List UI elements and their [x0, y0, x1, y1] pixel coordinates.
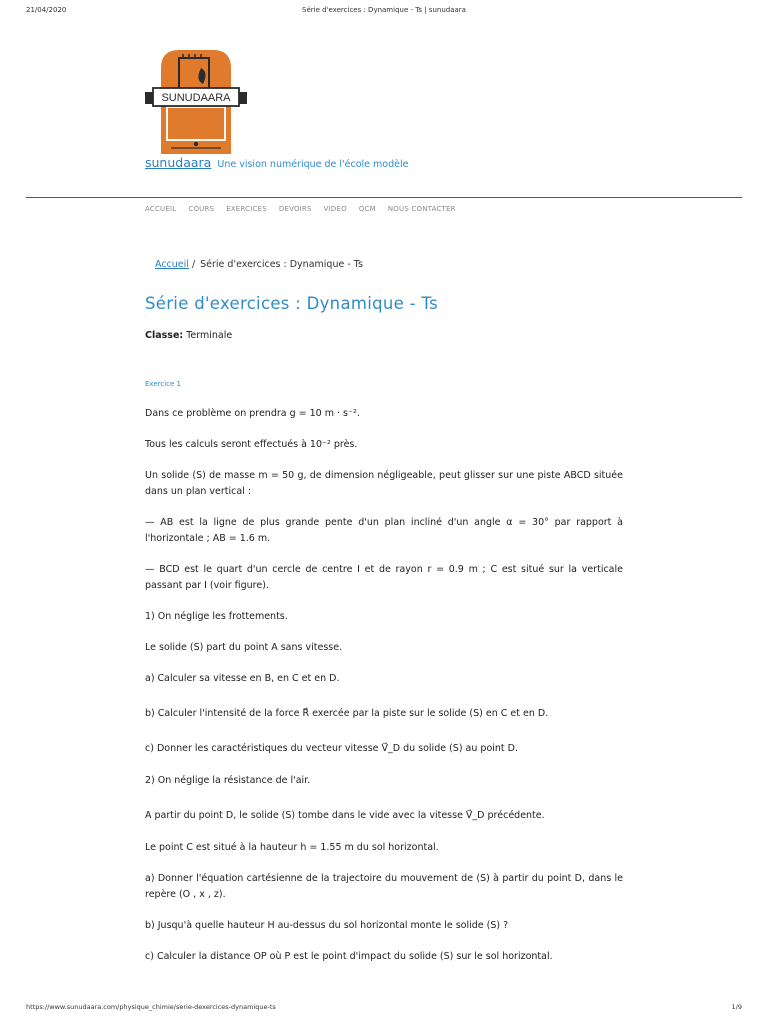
paragraph: c) Donner les caractéristiques du vecteur vitesse V⃗_D du solide (S) au point D.	[145, 743, 519, 754]
site-tagline	[145, 155, 408, 170]
paragraph: b) Calculer l'intensité de la force R⃗ exercée par la piste sur le solide (S) en C et en D.	[145, 708, 549, 719]
classe-line	[145, 330, 232, 341]
print-url: https://www.sunudaara.com/physique_chimie/serie-dexercices-dynamique-ts	[26, 1003, 276, 1011]
paragraph: a) Donner l'équation cartésienne de la trajectoire du mouvement de (S) à partir du point D, dans le repère (O , x , z).	[145, 873, 623, 900]
nav-item-accueil[interactable]: ACCUEIL	[145, 205, 177, 213]
classe-label: Classe:	[145, 330, 184, 341]
exercise-label: Exercice 1	[145, 380, 182, 388]
nav-item-video[interactable]: VIDÉO	[323, 205, 347, 213]
breadcrumb-current: Série d'exercices : Dynamique - Ts	[200, 259, 363, 270]
paragraph: Dans ce problème on prendra g = 10 m · s⁻².	[145, 408, 360, 419]
paragraph: Le solide (S) part du point A sans vitesse.	[145, 642, 343, 653]
paragraph: Tous les calculs seront effectués à 10⁻² près.	[145, 439, 358, 450]
nav-item-contact[interactable]: NOUS CONTACTER	[387, 205, 456, 213]
nav-item-cours[interactable]: COURS	[188, 205, 215, 213]
paragraph: A partir du point D, le solide (S) tombe dans le vide avec la vitesse V⃗_D précédente.	[145, 810, 545, 821]
paragraph: b) Jusqu'à quelle hauteur H au-dessus du sol horizontal monte le solide (S) ?	[145, 920, 509, 931]
site-brand-link[interactable]: sunudaara	[145, 155, 212, 170]
header-divider	[26, 197, 742, 198]
print-title: Série d'exercices : Dynamique - Ts | sunudaara	[302, 6, 466, 14]
main-nav	[145, 205, 468, 213]
breadcrumb-separator: /	[191, 259, 196, 270]
site-tagline-text: Une vision numérique de l'école modèle	[217, 159, 409, 170]
paragraph: a) Calculer sa vitesse en B, en C et en D.	[145, 673, 340, 684]
breadcrumb-home-link[interactable]: Accueil	[155, 259, 189, 270]
paragraph: — BCD est le quart d'un cercle de centre I et de rayon r = 0.9 m ; C est situé sur la verticale passant par I (voir figure).	[145, 564, 623, 591]
paragraph: Le point C est situé à la hauteur h = 1.55 m du sol horizontal.	[145, 842, 439, 853]
nav-item-exercices[interactable]: EXERCICES	[226, 205, 267, 213]
paragraph: 2) On néglige la résistance de l'air.	[145, 775, 311, 786]
paragraph: Un solide (S) de masse m = 50 g, de dimension négligeable, peut glisser sur une piste ABCD située dans un plan vertical :	[145, 470, 623, 497]
sunudaara-logo[interactable]	[143, 46, 249, 156]
page-title: Série d'exercices : Dynamique - Ts	[145, 294, 438, 313]
classe-value: Terminale	[186, 330, 233, 341]
paragraph: c) Calculer la distance OP où P est le point d'impact du solide (S) sur le sol horizontal.	[145, 951, 553, 962]
paragraph: 1) On néglige les frottements.	[145, 611, 288, 622]
nav-item-qcm[interactable]: QCM	[358, 205, 376, 213]
paragraph: — AB est la ligne de plus grande pente d'un plan incliné d'un angle α = 30° par rapport à l'horizontale ; AB = 1.6 m.	[145, 517, 623, 544]
logo-banner-text: SUNUDAARA	[161, 92, 231, 104]
breadcrumb	[155, 259, 363, 270]
nav-item-devoirs[interactable]: DEVOIRS	[278, 205, 312, 213]
print-date: 21/04/2020	[26, 6, 67, 14]
print-page-count: 1/9	[731, 1003, 742, 1011]
